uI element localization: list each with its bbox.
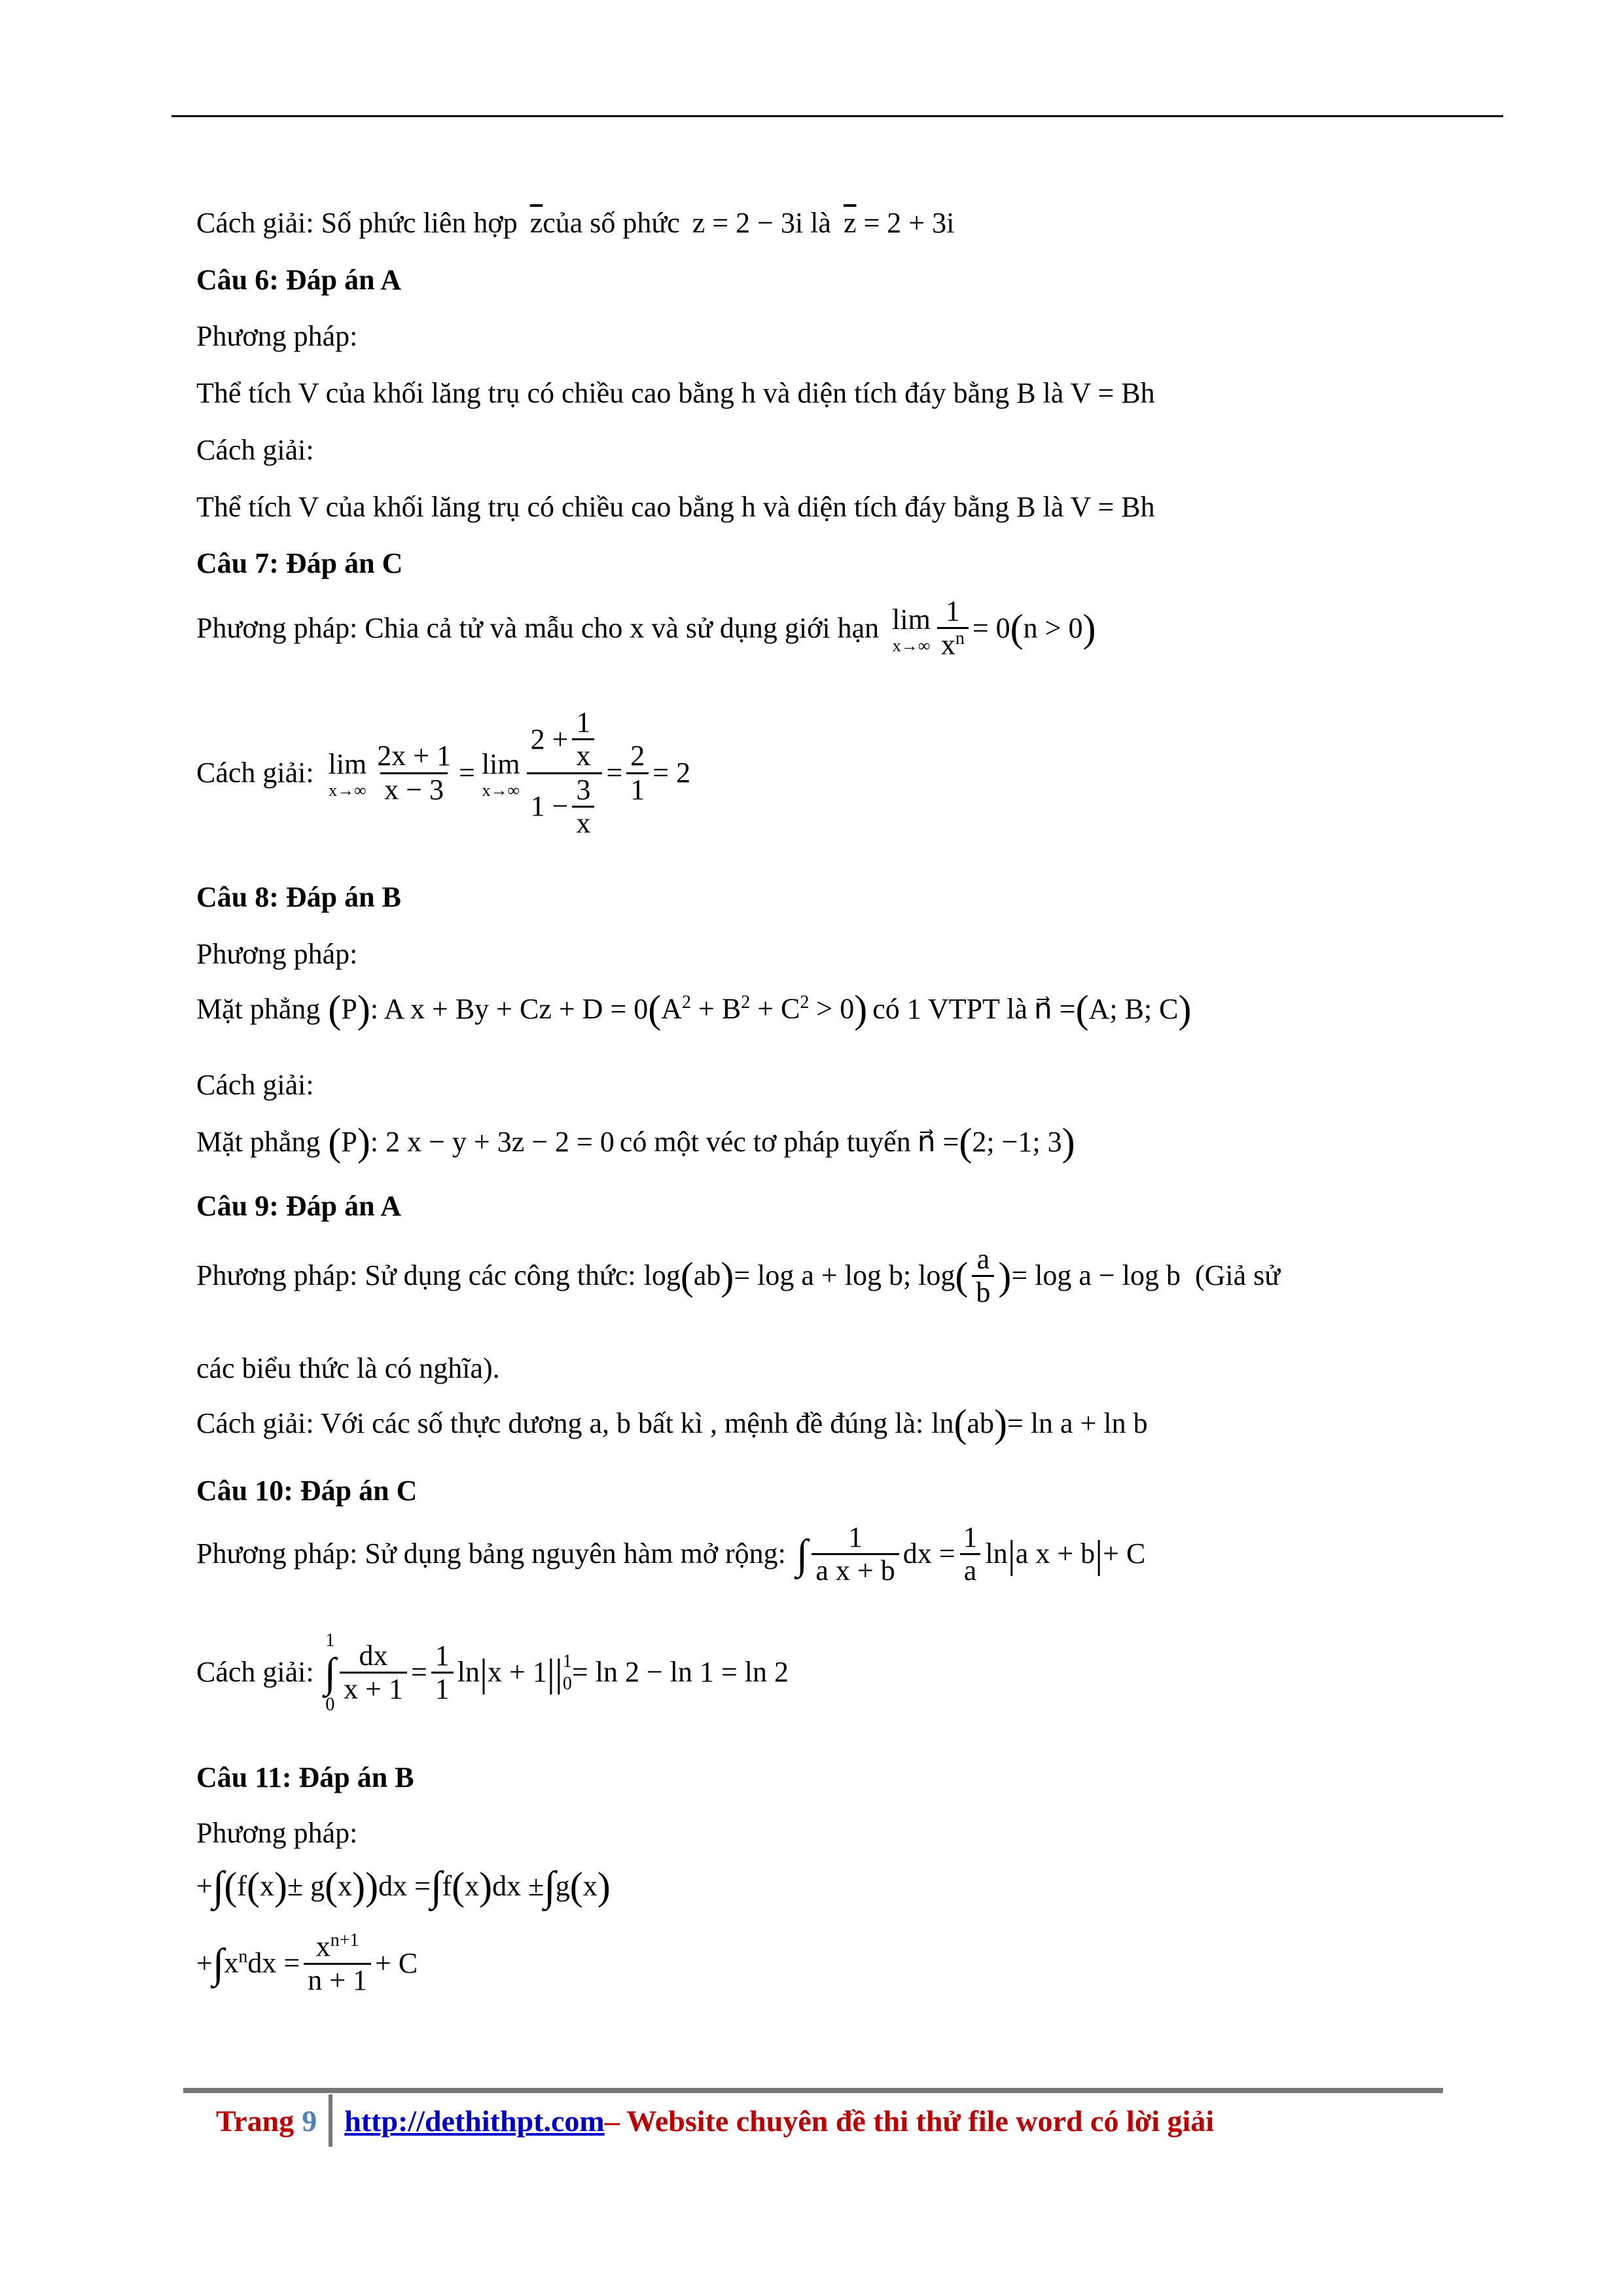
solution-label: Cách giải: xyxy=(196,434,314,466)
page-footer xyxy=(216,2094,1214,2147)
question-11-heading: Câu 11: Đáp án B xyxy=(196,1761,414,1793)
q10-method-line: Phương pháp: Sử dụng bảng nguyên hàm mở rộng: ∫ $\frac{1}{\text{a x + b}}$ dx = $\frac{1}{a}$ ln | a x + b | + C xyxy=(196,1521,1146,1587)
fraction: $\frac{1}{\text{a x + b}}$ xyxy=(812,1522,899,1587)
fraction: $\frac{2}{1}$ xyxy=(626,740,649,806)
question-6-heading: Câu 6: Đáp án A xyxy=(196,264,401,296)
q6-method-text: Thể tích V của khối lăng trụ có chiều cao bằng h và diện tích đáy bằng B là V = Bh xyxy=(196,377,1155,409)
fraction: $\frac{1}{a}$ xyxy=(959,1522,982,1587)
solution-label: Cách giải: xyxy=(196,1069,314,1101)
limit-operator: lim x→∞ xyxy=(481,747,520,800)
method-label: Phương pháp: xyxy=(196,320,358,352)
fraction: 2 + $\frac{1}{x}$ 1 − $\frac{3}{x}$ xyxy=(527,707,603,840)
q8-method-line: Mặt phẳng ( P ) : A x + By + Cz + D = 0 ( $A^2 + B^2 + C^2 > 0$ ) có 1 VTPT là n⃗ = ( A; B; C ) xyxy=(196,988,1192,1031)
q11-formula-2: + ∫ $x^ndx$ = $\frac{x^{n+1}}{n + 1}$ + C xyxy=(196,1930,418,1997)
fraction: $\frac{1}{1}$ xyxy=(431,1640,454,1706)
q7-solution-line: Cách giải: lim x→∞ $\frac{2x + 1}{x - 3}$ = lim x→∞ 2 + $\frac{1}{x}$ 1 − $\frac{3}{x}$ = $\frac{2}{1}$ = 2 xyxy=(196,706,691,840)
question-8-heading: Câu 8: Đáp án B xyxy=(196,881,401,913)
limit-operator: lim x→∞ xyxy=(328,747,367,800)
fraction: $\frac{1}{x^n}$ xyxy=(937,596,969,661)
question-7-heading: Câu 7: Đáp án C xyxy=(196,547,403,579)
fraction: $\frac{2x + 1}{x - 3}$ xyxy=(377,740,452,806)
q7-method-line: Phương pháp: Chia cả tử và mẫu cho x và sử dụng giới hạn lim x→∞ $\frac{1}{x^n}$ = 0 ( n > 0 ) xyxy=(196,595,1096,662)
question-9-heading: Câu 9: Đáp án A xyxy=(196,1190,401,1222)
website-link[interactable]: http://dethithpt.com xyxy=(344,2104,605,2138)
complex-conjugate-line: Cách giải: Số phức liên hợp $\overline{z}của$ số phức z = 2 − 3i là $\overline{z} = 2 + 3i$ xyxy=(196,207,955,239)
method-label: Phương pháp: xyxy=(196,1817,358,1849)
q10-solution-line: Cách giải: 1 ∫ 0 $\frac{dx}{x + 1}$ = $\frac{1}{1}$ ln | x + 1 | | 1 0 = ln 2 − ln 1 = ln 2 xyxy=(196,1630,789,1715)
fraction: $\frac{a}{b}$ xyxy=(972,1244,994,1309)
q9-method-continuation: các biểu thức là có nghĩa). xyxy=(196,1352,500,1384)
footer-tagline: – Website chuyên đề thi thử file word có lời giải xyxy=(604,2104,1215,2138)
header-rule xyxy=(171,115,1503,117)
footer-separator xyxy=(329,2094,332,2147)
q8-solution-line: Mặt phẳng ( P ) : 2 x − y + 3z − 2 = 0 có một véc tơ pháp tuyến n⃗ = ( 2; −1; 3 ) xyxy=(196,1121,1075,1164)
method-label: Phương pháp: xyxy=(196,938,358,970)
fraction: $\frac{dx}{x + 1}$ xyxy=(340,1640,407,1706)
q11-formula-1: + ∫ ( f ( x ) ± g ( x ) ) dx = ∫ f ( x ) dx ± ∫ g ( x ) xyxy=(196,1863,611,1909)
q6-solution-text: Thể tích V của khối lăng trụ có chiều cao bằng h và diện tích đáy bằng B là V = Bh xyxy=(196,491,1155,523)
page-label: Trang xyxy=(216,2104,294,2138)
q9-method-line: Phương pháp: Sử dụng các công thức: log ( ab ) = log a + log b; log ( $\frac{a}{b}$ ) = log a − log b (Giả sử xyxy=(196,1243,1281,1309)
q9-solution-line: Cách giải: Với các số thực dương a, b bất kì , mệnh đề đúng là: ln ( ab ) = ln a + ln b xyxy=(196,1402,1148,1445)
question-10-heading: Câu 10: Đáp án C xyxy=(196,1475,418,1507)
footer-rule xyxy=(183,2088,1443,2093)
page-number: 9 xyxy=(302,2104,317,2138)
fraction: $\frac{x^{n+1}}{n + 1}$ xyxy=(304,1931,371,1996)
limit-operator: lim x→∞ xyxy=(892,603,931,655)
